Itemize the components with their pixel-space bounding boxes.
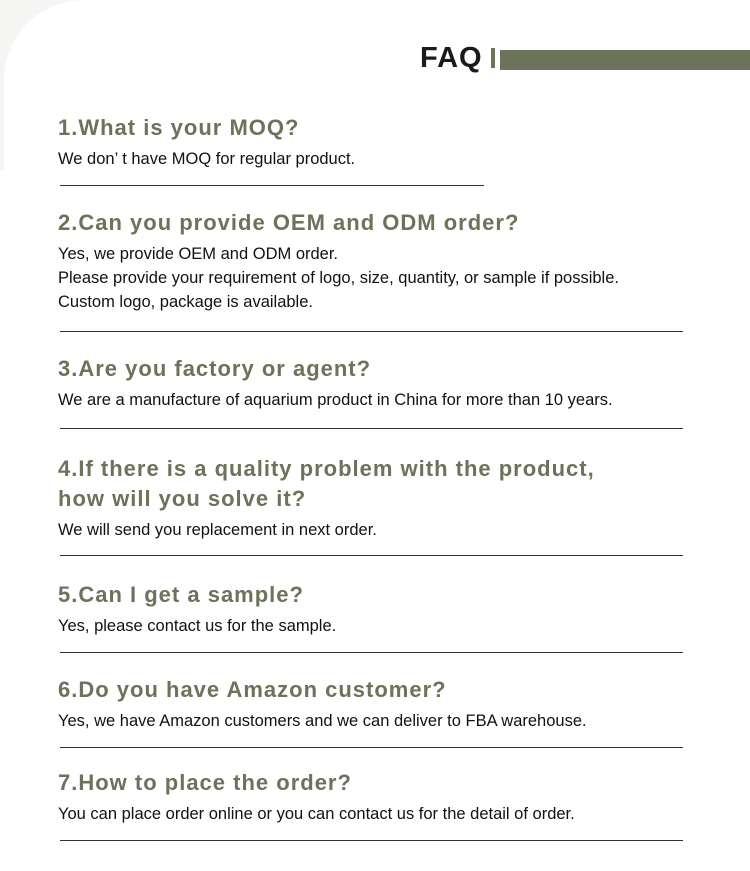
faq-answer: We will send you replacement in next order. bbox=[58, 521, 377, 539]
faq-question: 7.How to place the order? bbox=[58, 770, 352, 795]
faq-divider bbox=[60, 331, 683, 332]
faq-answer: We don’ t have MOQ for regular product. bbox=[58, 150, 356, 168]
faq-item-4 bbox=[58, 454, 595, 542]
faq-question: 2.Can you provide OEM and ODM order? bbox=[58, 210, 520, 235]
faq-item-3 bbox=[58, 354, 613, 412]
faq-question: 4.If there is a quality problem with the product, how will you solve it? bbox=[58, 456, 595, 511]
faq-item-7 bbox=[58, 768, 575, 826]
faq-question: 1.What is your MOQ? bbox=[58, 115, 300, 140]
faq-item-1 bbox=[58, 113, 355, 171]
faq-divider bbox=[60, 652, 683, 653]
faq-answer: You can place order online or you can contact us for the detail of order. bbox=[58, 805, 575, 823]
faq-question: 3.Are you factory or agent? bbox=[58, 356, 372, 381]
faq-answer: We are a manufacture of aquarium product in China for more than 10 years. bbox=[58, 391, 613, 409]
faq-item-2 bbox=[58, 208, 619, 314]
title-accent-bar bbox=[500, 50, 750, 70]
faq-answer: Yes, please contact us for the sample. bbox=[58, 617, 337, 635]
title-tick-mark bbox=[491, 48, 495, 68]
page-title: FAQ bbox=[420, 42, 483, 74]
faq-divider bbox=[60, 747, 683, 748]
faq-divider bbox=[60, 555, 683, 556]
faq-item-6 bbox=[58, 675, 587, 733]
faq-answer: Yes, we provide OEM and ODM order. Please provide your requirement of logo, size, quantity, or sample if possible. Custom logo, package is available. bbox=[58, 245, 619, 311]
faq-item-5 bbox=[58, 580, 336, 638]
faq-question: 5.Can I get a sample? bbox=[58, 582, 304, 607]
faq-divider bbox=[60, 428, 683, 429]
faq-answer: Yes, we have Amazon customers and we can deliver to FBA warehouse. bbox=[58, 712, 587, 730]
faq-divider bbox=[60, 840, 683, 841]
faq-question: 6.Do you have Amazon customer? bbox=[58, 677, 447, 702]
faq-divider bbox=[60, 185, 484, 186]
